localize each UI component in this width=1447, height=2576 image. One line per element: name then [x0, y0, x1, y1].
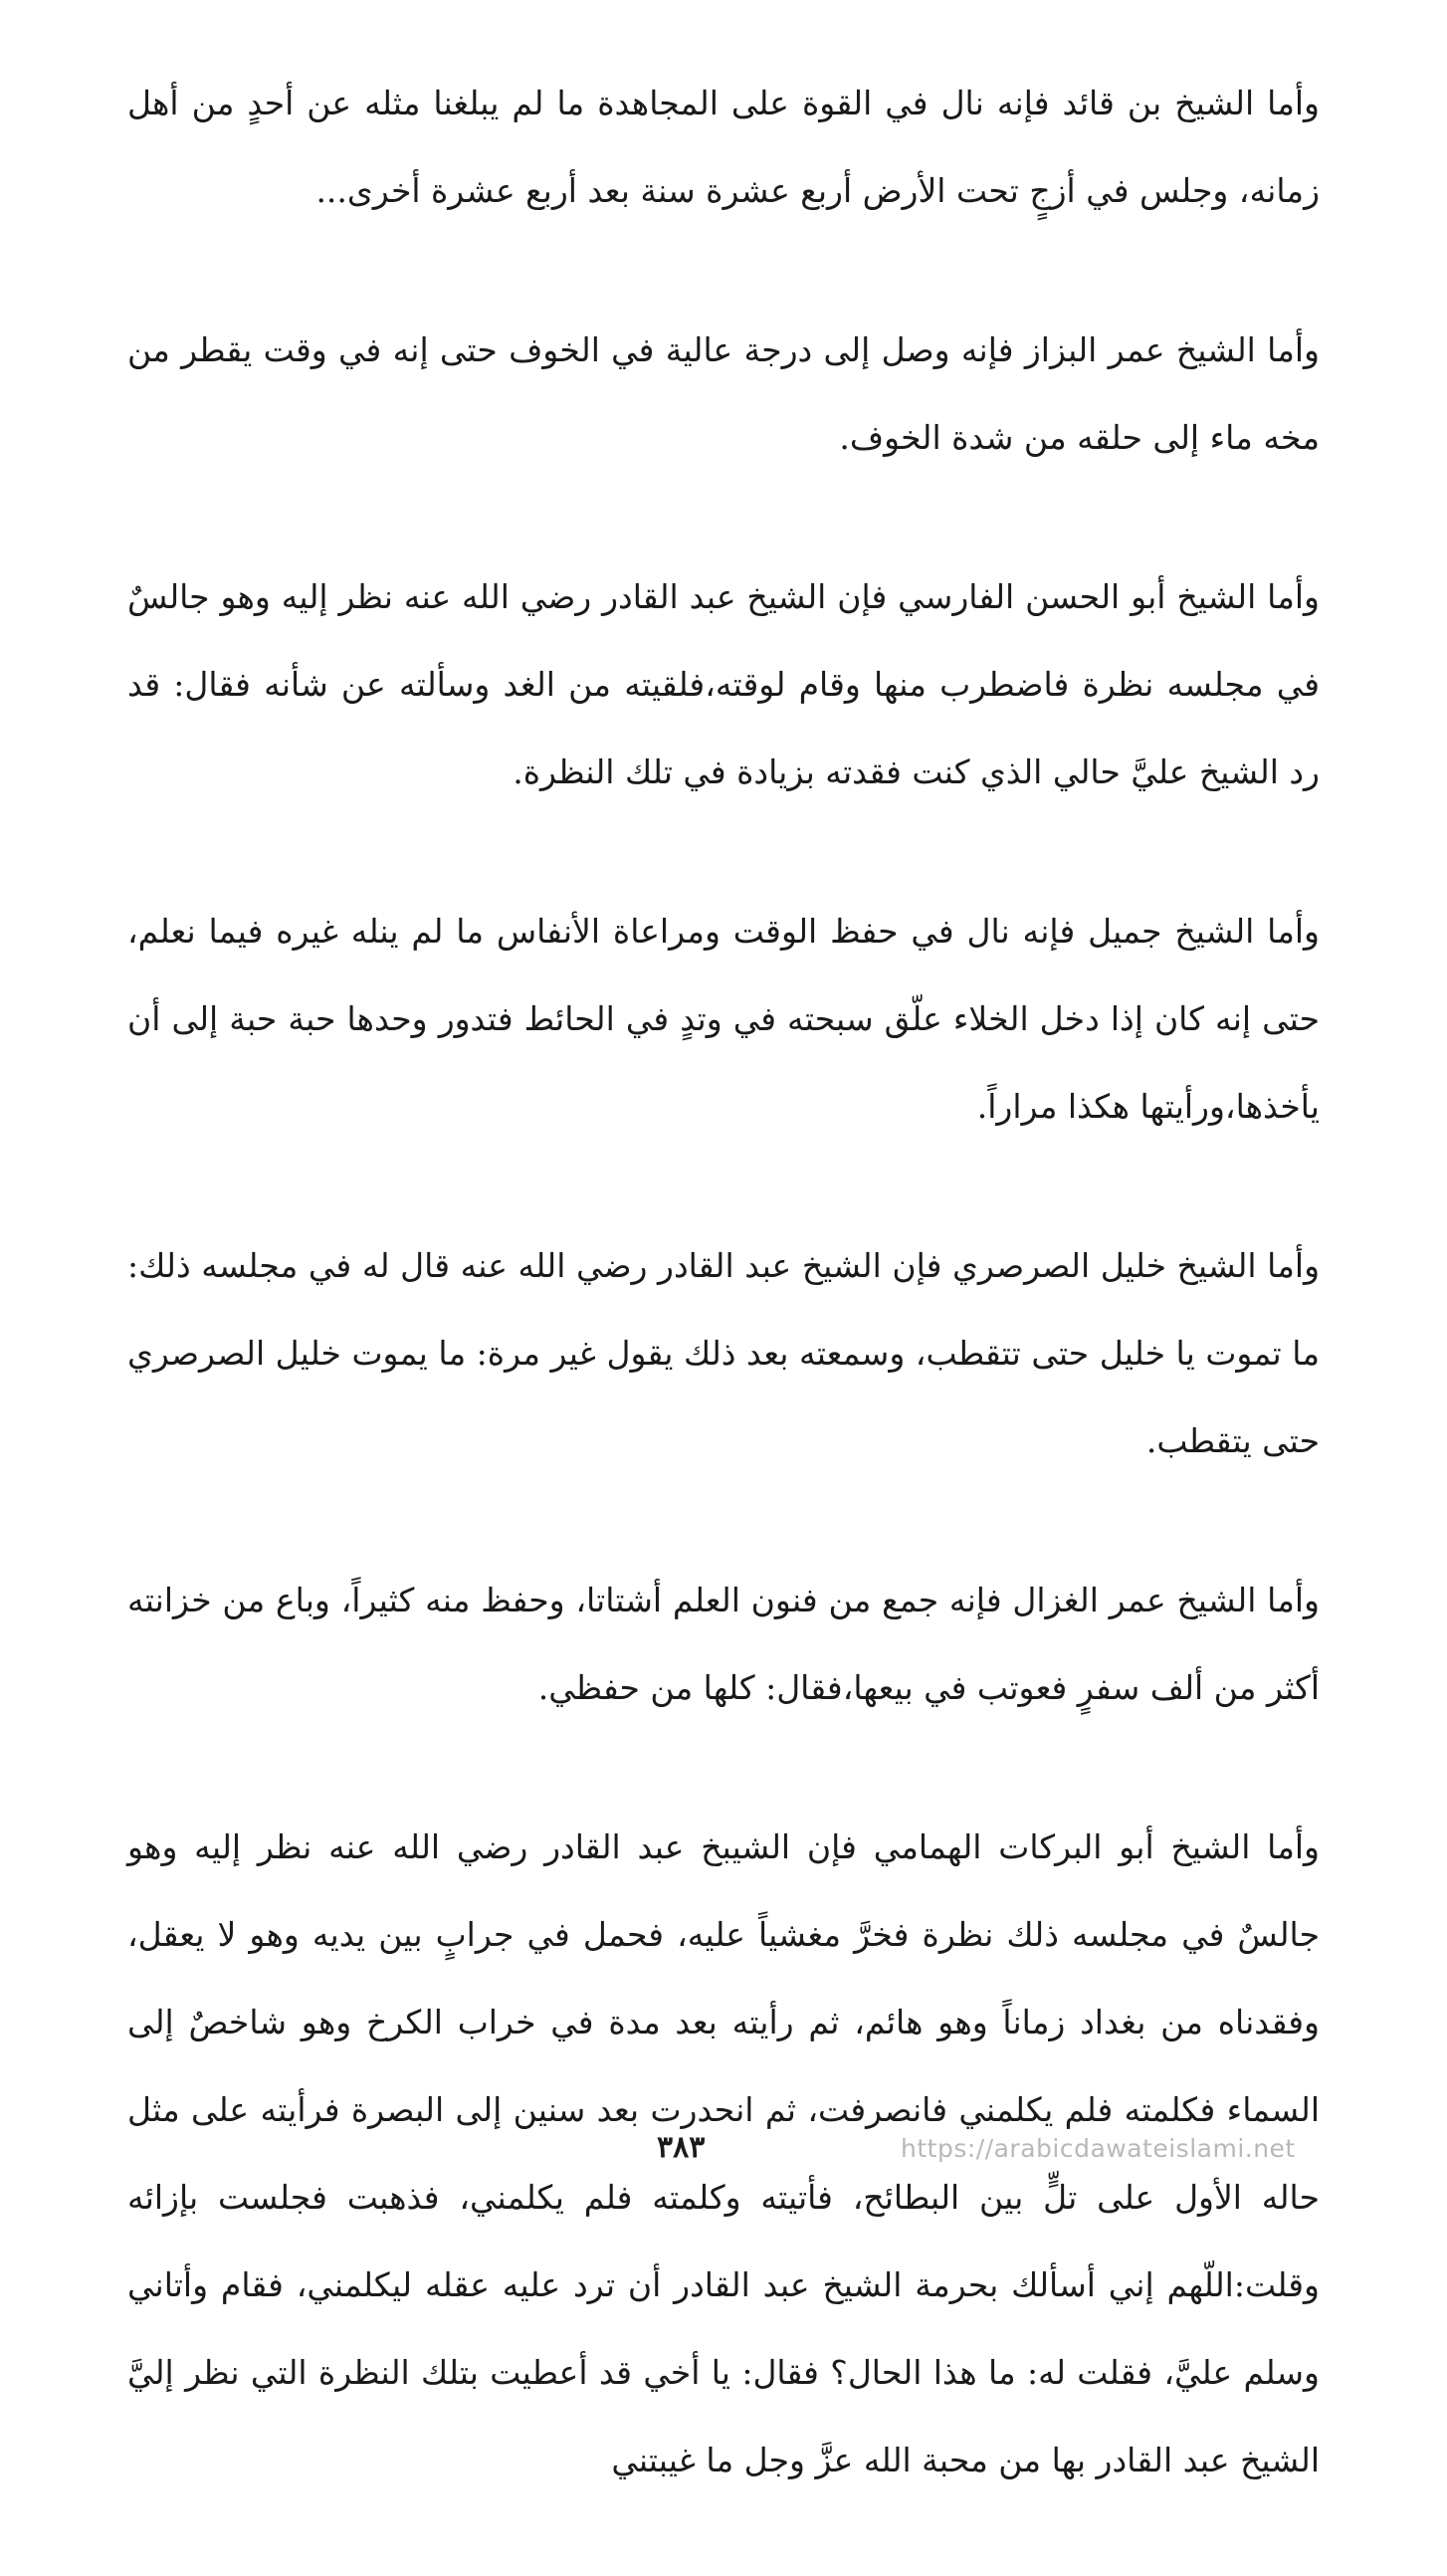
paragraph: وأما الشيخ أبو البركات الهمامي فإن الشيبخ عبد القادر رضي الله عنه نظر إليه وهو جالسٌ في مجلسه ذلك نظرة فخرَّ مغشياً عليه، فحمل في جرابٍ بين يديه وهو لا يعقل، وفقدناه من بغداد زماناً وهو هائم، ثم رأيته بعد مدة في خراب الكرخ وهو شاخصٌ إلى السماء فكلمته فلم يكلمني فانصرفت، ثم انحدرت بعد سنين إلى البصرة فرأيته على مثل حاله الأول على تلٍّ بين البطائح، فأتيته وكلمته فلم يكلمني، فذهبت فجلست بإزائه وقلت:اللّهم إني أسألك بحرمة الشيخ عبد القادر أن ترد عليه عقله ليكلمني، فقام وأتاني وسلم عليَّ، فقلت له: ما هذا الحال؟ فقال: يا أخي قد أعطيت بتلك النظرة التي نظر إليَّ الشيخ عبد القادر بها من محبة الله عزَّ وجل ما غيبتني: [127, 1827, 1320, 2479]
document-page: [127, 60, 1320, 2576]
page-number: ٣٨٣: [657, 2130, 706, 2165]
paragraph: وأما الشيخ عمر البزاز فإنه وصل إلى درجة عالية في الخوف حتى إنه في وقت يقطر من مخه ماء إلى حلقه من شدة الخوف.: [127, 330, 1320, 457]
paragraph: وأما الشيخ عمر الغزال فإنه جمع من فنون العلم أشتاتا، وحفظ منه كثيراً، وباع من خزانته أكثر من ألف سفرٍ فعوتب في بيعها،فقال: كلها من حفظي.: [127, 1581, 1320, 1707]
paragraph: وأما الشيخ خليل الصرصري فإن الشيخ عبد القادر رضي الله عنه قال له في مجلسه ذلك: ما تموت يا خليل حتى تتقطب، وسمعته بعد ذلك يقول غير مرة: ما يموت خليل الصرصري حتى يتقطب.: [127, 1246, 1320, 1460]
paragraph: وأما الشيخ جميل فإنه نال في حفظ الوقت ومراعاة الأنفاس ما لم ينله غيره فيما نعلم، حتى إنه كان إذا دخل الخلاء علّق سبحته في وتدٍ في الحائط فتدور وحدها حبة حبة إلى أن يأخذها،ورأيتها هكذا مراراً.: [127, 912, 1320, 1126]
source-watermark: https://arabicdawateislami.net: [901, 2134, 1296, 2163]
page-footer: [0, 2130, 1447, 2170]
paragraph: وأما الشيخ أبو الحسن الفارسي فإن الشيخ عبد القادر رضي الله عنه نظر إليه وهو جالسٌ في مجلسه نظرة فاضطرب منها وقام لوقته،فلقيته من الغد وسألته عن شأنه فقال: قد رد الشيخ عليَّ حالي الذي كنت فقدته بزيادة في تلك النظرة.: [127, 577, 1320, 791]
paragraph: وأما الشيخ بن قائد فإنه نال في القوة على المجاهدة ما لم يبلغنا مثله عن أحدٍ من أهل زمانه، وجلس في أزجٍ تحت الأرض أربع عشرة سنة بعد أربع عشرة أخرى...: [127, 84, 1320, 210]
